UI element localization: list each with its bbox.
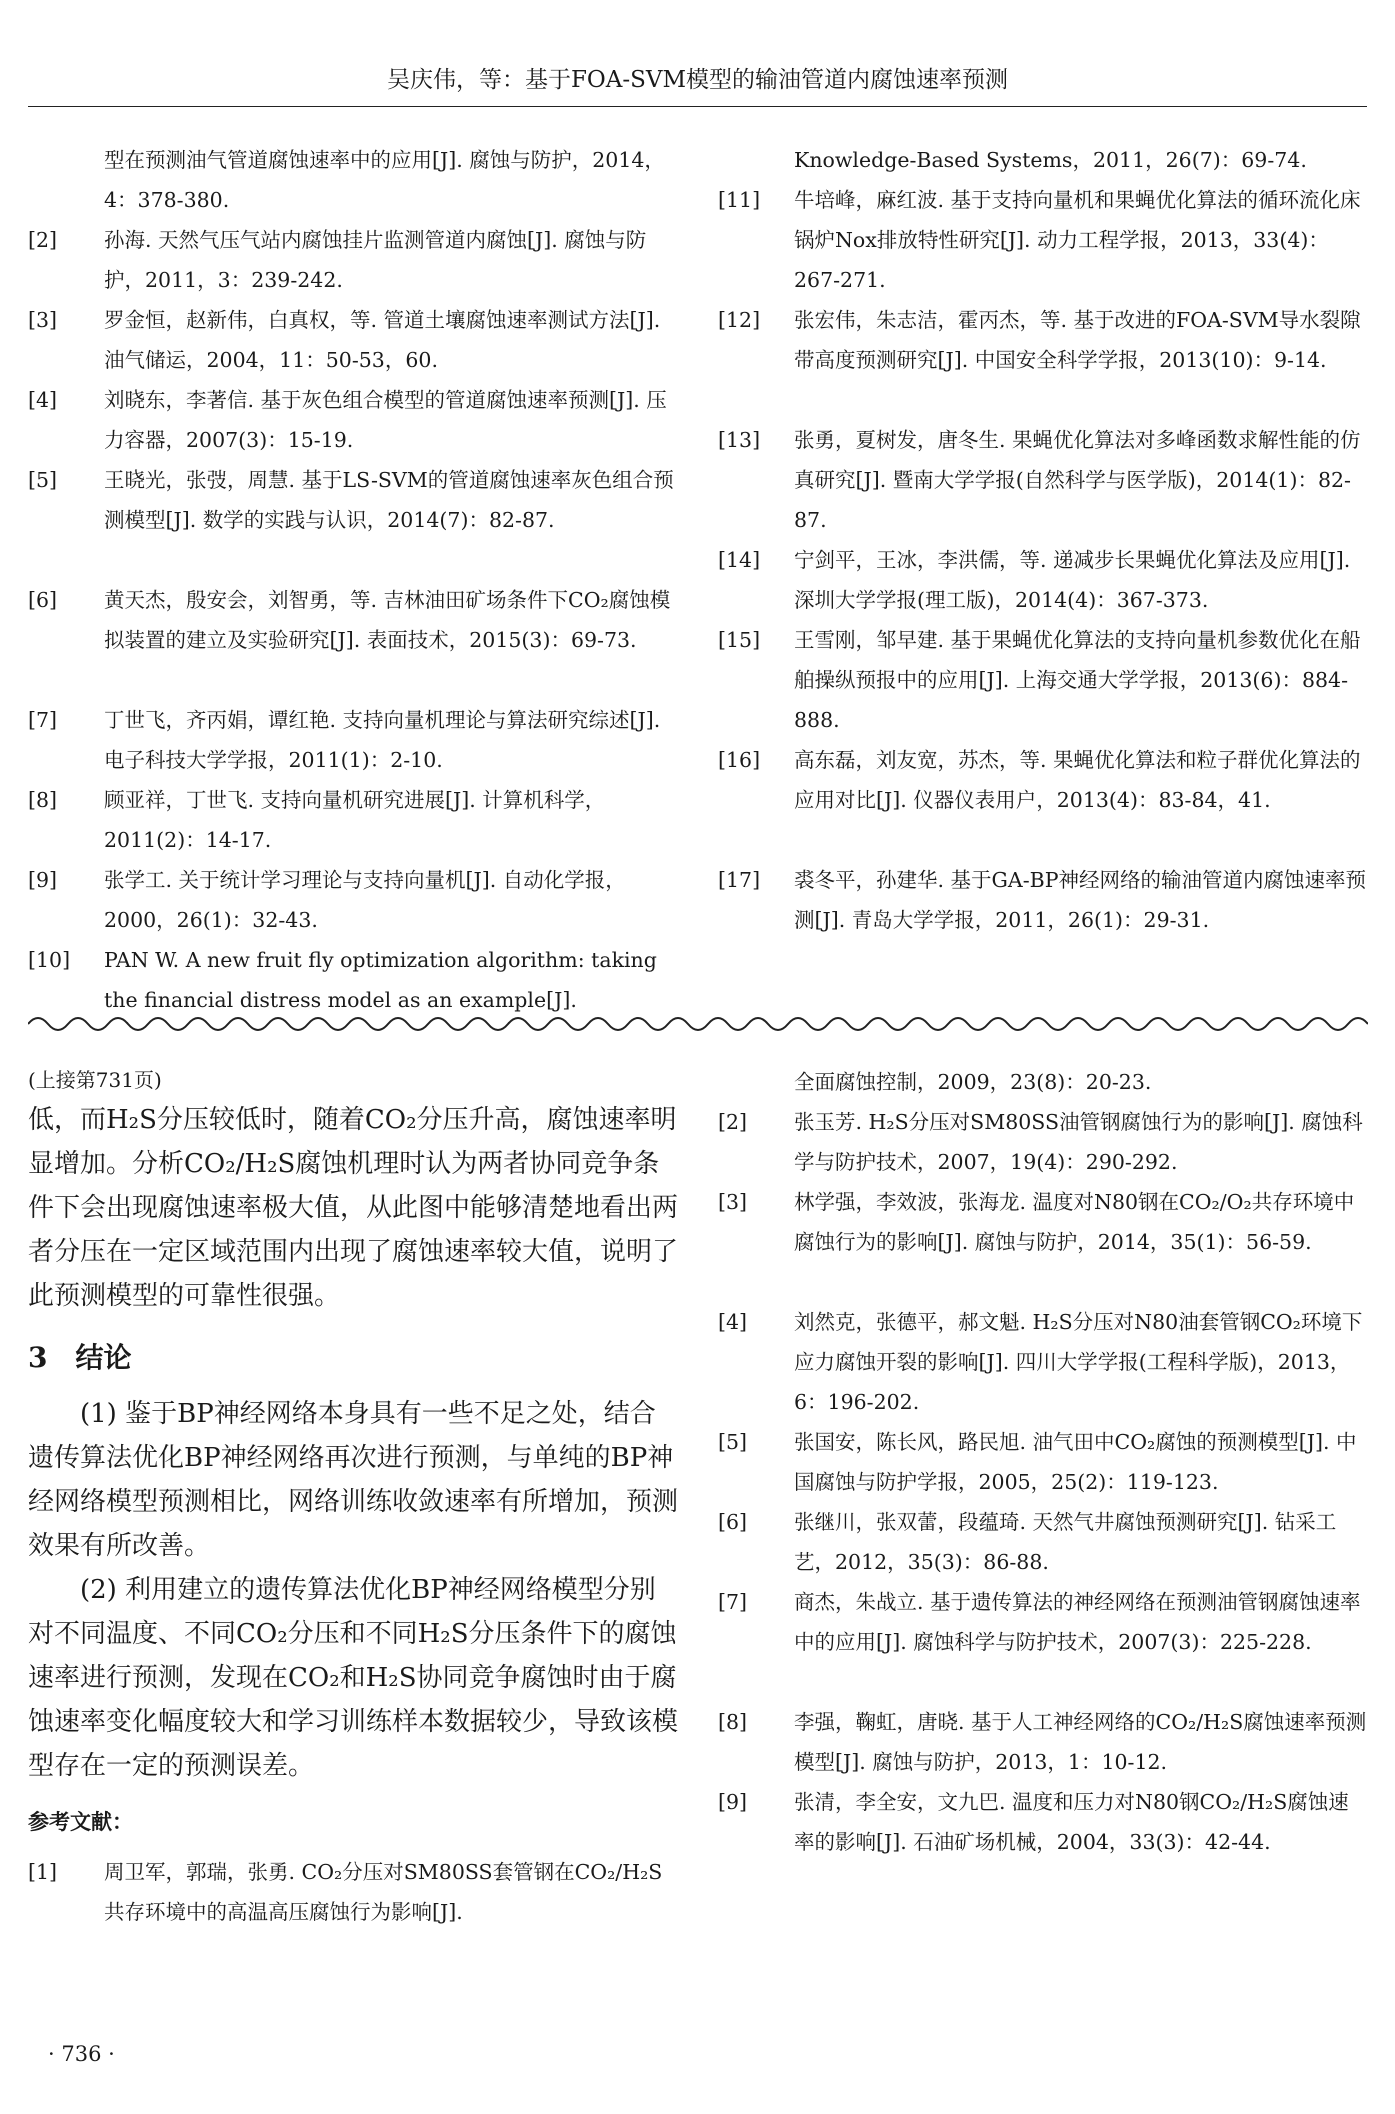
reference-text: 刘晓东，李著信. 基于灰色组合模型的管道腐蚀速率预测[J]. 压力容器，2007(3)：15-19. [104, 388, 667, 452]
reference-number: [3] [28, 308, 58, 332]
body-paragraph: (1) 鉴于BP神经网络本身具有一些不足之处，结合遗传算法优化BP神经网络再次进行预测，与单纯的BP神经网络模型预测相比，网络训练收敛速率有所增加，预测效果有所改善。 [28, 1399, 679, 1561]
reference-item [718, 1302, 1368, 1422]
reference-text: 顾亚祥，丁世飞. 支持向量机研究进展[J]. 计算机科学，2011(2)：14-17. [104, 788, 606, 852]
reference-number: [4] [718, 1310, 748, 1334]
reference-text: 李强，鞠虹，唐晓. 基于人工神经网络的CO₂/H₂S腐蚀速率预测模型[J]. 腐蚀与防护，2013，1：10-12. [794, 1710, 1367, 1774]
reference-item [28, 580, 678, 700]
reference-text: 张继川，张双蕾，段蕴琦. 天然气井腐蚀预测研究[J]. 钻采工艺，2012，35(3)：86-88. [794, 1510, 1337, 1574]
reference-text: 型在预测油气管道腐蚀速率中的应用[J]. 腐蚀与防护，2014，4：378-380. [104, 148, 665, 212]
section-heading: 3 结论 [28, 1341, 132, 1374]
bottom-left-column [28, 1062, 678, 1932]
reference-text: 张玉芳. H₂S分压对SM80SS油管钢腐蚀行为的影响[J]. 腐蚀科学与防护技术，2007，19(4)：290-292. [794, 1110, 1363, 1174]
reference-item [28, 300, 678, 380]
top-right-references [718, 140, 1368, 980]
reference-item [718, 1502, 1368, 1582]
reference-item [28, 460, 678, 580]
reference-text: 宁剑平，王冰，李洪儒，等. 递减步长果蝇优化算法及应用[J]. 深圳大学学报(理工版)，2014(4)：367-373. [794, 548, 1351, 612]
references-heading: 参考文献： [28, 1809, 133, 1834]
reference-number: [9] [718, 1790, 748, 1814]
body-paragraph: (2) 利用建立的遗传算法优化BP神经网络模型分别对不同温度、不同CO₂分压和不同H₂S分压条件下的腐蚀速率进行预测，发现在CO₂和H₂S协同竞争腐蚀时由于腐蚀速率变化幅度较大和学习训练样本数据较少，导致该模型存在一定的预测误差。 [28, 1575, 679, 1781]
reference-text: 全面腐蚀控制，2009，23(8)：20-23. [794, 1070, 1152, 1094]
reference-number: [4] [28, 388, 58, 412]
reference-number: [6] [718, 1510, 748, 1534]
reference-item [718, 740, 1368, 860]
reference-number: [16] [718, 748, 761, 772]
reference-text: 刘然克，张德平，郝文魁. H₂S分压对N80油套管钢CO₂环境下应力腐蚀开裂的影响[J]. 四川大学学报(工程科学版)，2013，6：196-202. [794, 1310, 1363, 1414]
reference-text: 林学强，李效波，张海龙. 温度对N80钢在CO₂/O₂共存环境中腐蚀行为的影响[J]. 腐蚀与防护，2014，35(1)：56-59. [794, 1190, 1355, 1254]
reference-number: [8] [28, 788, 58, 812]
reference-text: 孙海. 天然气压气站内腐蚀挂片监测管道内腐蚀[J]. 腐蚀与防护，2011，3：239-242. [104, 228, 647, 292]
reference-number: [15] [718, 628, 761, 652]
reference-number: [1] [28, 1860, 58, 1884]
reference-item [718, 1102, 1368, 1182]
reference-item [718, 620, 1368, 740]
reference-text: 高东磊，刘友宽，苏杰，等. 果蝇优化算法和粒子群优化算法的应用对比[J]. 仪器仪表用户，2013(4)：83-84，41. [794, 748, 1361, 812]
reference-text: 张学工. 关于统计学习理论与支持向量机[J]. 自动化学报，2000，26(1)：32-43. [104, 868, 626, 932]
reference-number: [3] [718, 1190, 748, 1214]
reference-number: [11] [718, 188, 761, 212]
reference-text: 丁世飞，齐丙娟，谭红艳. 支持向量机理论与算法研究综述[J]. 电子科技大学学报，2011(1)：2-10. [104, 708, 661, 772]
reference-item [718, 1702, 1368, 1782]
reference-item [718, 420, 1368, 540]
reference-item [718, 1782, 1368, 1902]
reference-text: 张清，李全安，文九巴. 温度和压力对N80钢CO₂/H₂S腐蚀速率的影响[J]. 石油矿场机械，2004，33(3)：42-44. [794, 1790, 1349, 1854]
reference-item [718, 540, 1368, 620]
reference-item [718, 300, 1368, 420]
reference-item [28, 780, 678, 860]
reference-number: [2] [28, 228, 58, 252]
reference-text: 张勇，夏树发，唐冬生. 果蝇优化算法对多峰函数求解性能的仿真研究[J]. 暨南大学学报(自然科学与医学版)，2014(1)：82-87. [794, 428, 1361, 532]
bottom-right-references [718, 1062, 1368, 1902]
reference-text: 商杰，朱战立. 基于遗传算法的神经网络在预测油管钢腐蚀速率中的应用[J]. 腐蚀科学与防护技术，2007(3)：225-228. [794, 1590, 1361, 1654]
reference-number: [7] [718, 1590, 748, 1614]
reference-text: 王雪刚，邹早建. 基于果蝇优化算法的支持向量机参数优化在船舶操纵预报中的应用[J]. 上海交通大学学报，2013(6)：884-888. [794, 628, 1361, 732]
reference-number: [6] [28, 588, 58, 612]
reference-text: Knowledge-Based Systems，2011，26(7)：69-74. [794, 148, 1307, 172]
reference-number: [17] [718, 868, 761, 892]
reference-item [718, 860, 1368, 980]
reference-item [718, 1182, 1368, 1302]
reference-item [718, 140, 1368, 180]
reference-item [28, 700, 678, 780]
reference-text: PAN W. A new fruit fly optimization algorithm: taking the financial distress model as an example[J]. [104, 948, 657, 1012]
reference-item [28, 1852, 678, 1932]
wavy-separator [28, 1012, 1368, 1036]
reference-number: [2] [718, 1110, 748, 1134]
reference-text: 裘冬平，孙建华. 基于GA-BP神经网络的输油管道内腐蚀速率预测[J]. 青岛大学学报，2011，26(1)：29-31. [794, 868, 1366, 932]
reference-number: [5] [718, 1430, 748, 1454]
reference-text: 牛培峰，麻红波. 基于支持向量机和果蝇优化算法的循环流化床锅炉Nox排放特性研究[J]. 动力工程学报，2013，33(4)：267-271. [794, 188, 1361, 292]
reference-text: 张国安，陈长风，路民旭. 油气田中CO₂腐蚀的预测模型[J]. 中国腐蚀与防护学报，2005，25(2)：119-123. [794, 1430, 1357, 1494]
reference-number: [8] [718, 1710, 748, 1734]
reference-number: [5] [28, 468, 58, 492]
reference-text: 张宏伟，朱志洁，霍丙杰，等. 基于改进的FOA-SVM导水裂隙带高度预测研究[J]. 中国安全科学学报，2013(10)：9-14. [794, 308, 1361, 372]
reference-item [718, 1582, 1368, 1702]
reference-number: [9] [28, 868, 58, 892]
running-header-title: 吴庆伟，等：基于FOA-SVM模型的输油管道内腐蚀速率预测 [386, 67, 1009, 93]
reference-text: 罗金恒，赵新伟，白真权，等. 管道土壤腐蚀速率测试方法[J]. 油气储运，2004，11：50-53，60. [104, 308, 661, 372]
reference-item [718, 180, 1368, 300]
reference-item [28, 940, 678, 1020]
reference-number: [7] [28, 708, 58, 732]
reference-number: [12] [718, 308, 761, 332]
reference-number: [13] [718, 428, 761, 452]
body-paragraph: 低，而H₂S分压较低时，随着CO₂分压升高，腐蚀速率明显增加。分析CO₂/H₂S腐蚀机理时认为两者协同竞争条件下会出现腐蚀速率极大值，从此图中能够清楚地看出两者分压在一定区域范围内出现了腐蚀速率较大值，说明了此预测模型的可靠性很强。 [28, 1105, 679, 1311]
reference-text: 黄天杰，殷安会，刘智勇，等. 吉林油田矿场条件下CO₂腐蚀模拟装置的建立及实验研究[J]. 表面技术，2015(3)：69-73. [104, 588, 671, 652]
continued-note: (上接第731页) [28, 1068, 162, 1092]
reference-number: [10] [28, 948, 71, 972]
page-number: · 736 · [48, 2042, 115, 2066]
reference-text: 王晓光，张弢，周慧. 基于LS-SVM的管道腐蚀速率灰色组合预测模型[J]. 数学的实践与认识，2014(7)：82-87. [104, 468, 674, 532]
reference-number: [14] [718, 548, 761, 572]
top-left-references [28, 140, 678, 1020]
reference-item [28, 220, 678, 300]
reference-item [28, 380, 678, 460]
reference-item [718, 1422, 1368, 1502]
reference-text: 周卫军，郭瑞，张勇. CO₂分压对SM80SS套管钢在CO₂/H₂S共存环境中的高温高压腐蚀行为影响[J]. [104, 1860, 663, 1924]
reference-item [28, 140, 678, 220]
reference-item [28, 860, 678, 940]
running-header [28, 60, 1367, 107]
reference-item [718, 1062, 1368, 1102]
